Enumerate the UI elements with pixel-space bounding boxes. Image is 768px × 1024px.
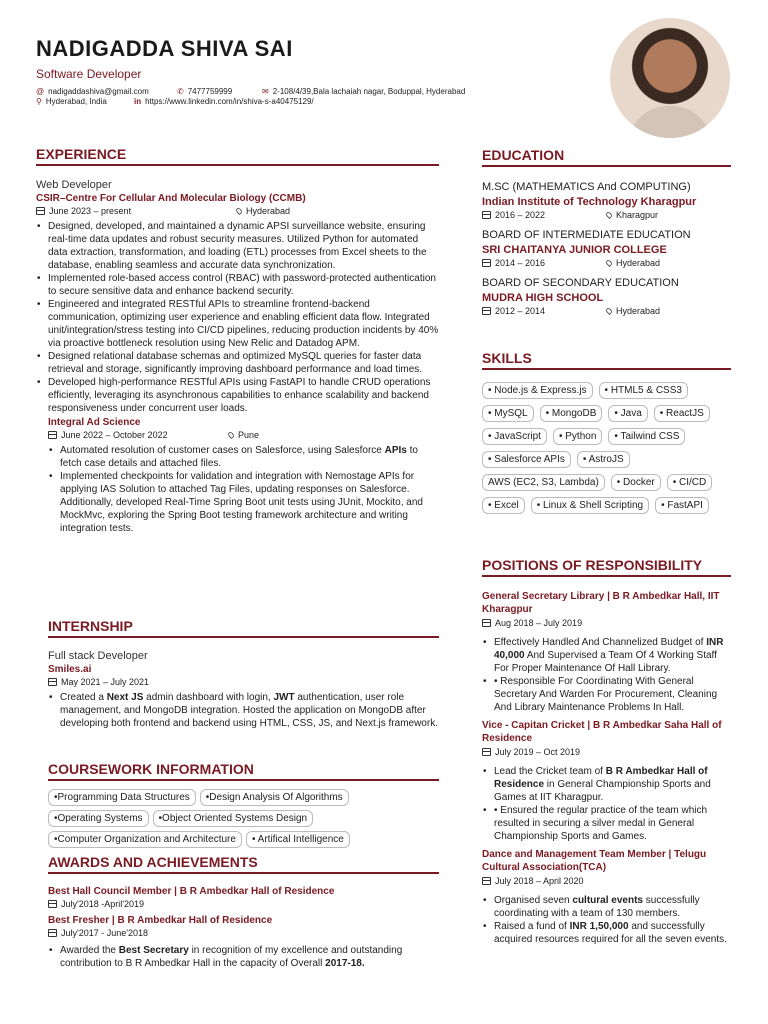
school: Indian Institute of Technology Kharagpur xyxy=(482,196,697,208)
location-pin-icon xyxy=(227,431,235,439)
list-item: • Lead the Cricket team of B R Ambedkar Hall of Residence in General Championship Sports and Games at IIT Kharagpur. xyxy=(482,765,731,804)
job-org: Integral Ad Science xyxy=(48,417,141,428)
skill-tag: • CI/CD xyxy=(667,474,713,491)
list-item: • Designed, developed, and maintained a dynamic APSI surveillance website, ensuring real-time data updates and robust security measures. Utilized Python for automated data extraction, transformation, and loading (ETL) processes from Excel sheets to the database, enabling seamless and accurate data synchronization. xyxy=(36,220,439,272)
skill-tag: • Excel xyxy=(482,497,525,514)
education-section xyxy=(482,147,731,316)
coursework-tags xyxy=(48,789,439,848)
education-item: BOARD OF SECONDARY EDUCATION MUDRA HIGH SCHOOL 2012 – 2014 Hyderabad xyxy=(482,277,731,316)
phone-icon: ✆ xyxy=(177,87,184,96)
position-bullets xyxy=(482,636,731,714)
degree: BOARD OF INTERMEDIATE EDUCATION xyxy=(482,229,691,241)
skill-tag: • Tailwind CSS xyxy=(608,428,685,445)
calendar-icon xyxy=(48,929,57,937)
awards-heading: AWARDS AND ACHIEVEMENTS xyxy=(48,854,439,874)
list-item: • Implemented checkpoints for validation and integration with Nemostage APIs for applying IAS Solution to attached Tag Files, updating responses on Salesforce. Additionally, developed Real-Time Spring Boot unit tests using JUnit, Mockito, and MockMvc, exploring the Spring Boot testing framework architecture and writing integration tests. xyxy=(48,470,439,535)
contact-address: ✉ 2-108/4/39,Bala lachaiah nagar, Boduppal, Hyderabad xyxy=(262,87,466,96)
school: SRI CHAITANYA JUNIOR COLLEGE xyxy=(482,244,667,256)
course-tag: •Computer Organization and Architecture xyxy=(48,831,242,848)
linkedin-icon: in xyxy=(134,97,142,106)
envelope-icon: ✉ xyxy=(262,87,269,96)
job-bullets xyxy=(36,220,439,415)
contact-linkedin[interactable]: in https://www.linkedin.com/in/shiva-s-a40475129/ xyxy=(134,97,314,106)
calendar-icon xyxy=(482,307,491,315)
calendar-icon xyxy=(36,207,45,215)
skill-tag: • MongoDB xyxy=(540,405,603,422)
skill-tag: • Python xyxy=(553,428,602,445)
skill-tag: • Docker xyxy=(611,474,661,491)
coursework-section xyxy=(48,761,439,848)
list-item: • • Ensured the regular practice of the team which resulted in securing a silver medal in General Championship Sports and Games. xyxy=(482,804,731,843)
contact-email[interactable]: @ nadigaddashiva@gmail.com xyxy=(36,87,149,96)
course-tag: •Operating Systems xyxy=(48,810,149,827)
award-bullets xyxy=(48,944,439,970)
skill-tag: • Linux & Shell Scripting xyxy=(531,497,649,514)
skill-tag: • JavaScript xyxy=(482,428,547,445)
experience-section xyxy=(36,146,439,535)
skill-tag: • Java xyxy=(608,405,647,422)
job-meta: June 2022 – October 2022 Pune xyxy=(48,430,439,440)
skills-section xyxy=(482,350,731,514)
skills-tags xyxy=(482,382,731,514)
internship-section xyxy=(48,618,439,730)
experience-heading: EXPERIENCE xyxy=(36,146,439,166)
coursework-heading: COURSEWORK INFORMATION xyxy=(48,761,439,781)
list-item: • Created a Next JS admin dashboard with login, JWT authentication, user role management, and MongoDB integration. Hosted the application on MongoDB after developing both frontend and backend using HTML, CSS, JS, and Next.js framework. xyxy=(48,691,439,730)
calendar-icon xyxy=(482,259,491,267)
calendar-icon xyxy=(482,877,491,885)
at-icon: @ xyxy=(36,87,45,96)
course-tag: •Design Analysis Of Algorithms xyxy=(200,789,349,806)
list-item: • Automated resolution of customer cases on Salesforce, using Salesforce APIs to fetch case details and attached files. xyxy=(48,444,439,470)
calendar-icon xyxy=(482,211,491,219)
skill-tag: • MySQL xyxy=(482,405,534,422)
job-bullets xyxy=(48,444,439,535)
award-meta: July'2017 - June'2018 xyxy=(48,928,439,938)
calendar-icon xyxy=(482,748,491,756)
list-item: • Designed relational database schemas and optimized MySQL queries for faster data retrieval and storage, significantly improving dashboard performance and load times. xyxy=(36,350,439,376)
location-pin-icon: ⚲ xyxy=(36,97,42,106)
calendar-icon xyxy=(482,619,491,627)
position-title: Dance and Management Team Member | Telugu Cultural Association(TCA) xyxy=(482,849,707,873)
calendar-icon xyxy=(48,431,57,439)
list-item: • Effectively Handled And Channelized Budget of INR 40,000 And Supervised a Team Of 4 Working Staff For Proper Maintenance Of Hall Library. xyxy=(482,636,731,675)
location-pin-icon xyxy=(605,259,613,267)
education-item: M.SC (MATHEMATICS And COMPUTING) Indian Institute of Technology Kharagpur 2016 – 2022 Kharagpur xyxy=(482,181,731,220)
job-role: Web Developer xyxy=(36,179,112,191)
list-item: • Raised a fund of INR 1,50,000 and successfully acquired resources required for all the seven events. xyxy=(482,920,731,946)
education-heading: EDUCATION xyxy=(482,147,731,167)
awards-section xyxy=(48,854,439,970)
skill-tag: • ReactJS xyxy=(654,405,710,422)
contact-phone[interactable]: ✆ 7477759999 xyxy=(177,87,233,96)
position-title: General Secretary Library | B R Ambedkar Hall, IIT Kharagpur xyxy=(482,591,720,615)
degree: BOARD OF SECONDARY EDUCATION xyxy=(482,277,679,289)
positions-heading: POSITIONS OF RESPONSIBILITY xyxy=(482,557,731,577)
position-bullets xyxy=(482,765,731,843)
skill-tag: • Node.js & Express.js xyxy=(482,382,593,399)
list-item: • Developed high-performance RESTful APIs using FastAPI to handle CRUD operations efficiently, leveraging its asynchronous capabilities to enhance scalability and backend responsiveness under concurrent user loads. xyxy=(36,376,439,415)
skill-tag: • FastAPI xyxy=(655,497,709,514)
internship-role: Full stack Developer xyxy=(48,650,148,662)
list-item: • • Responsible For Coordinating With General Secretary And Warden For Procurement, Cleaning And Library Maintenance Problems In Hall. xyxy=(482,675,731,714)
internship-meta: May 2021 – July 2021 xyxy=(48,677,439,687)
job-org: CSIR–Centre For Cellular And Molecular Biology (CCMB) xyxy=(36,193,306,204)
calendar-icon xyxy=(48,678,57,686)
location-pin-icon xyxy=(605,307,613,315)
list-item: • Implemented role-based access control (RBAC) with password-protected authentication to secure sensitive data and enhance backend security. xyxy=(36,272,439,298)
location-pin-icon xyxy=(605,211,613,219)
skill-tag: AWS (EC2, S3, Lambda) xyxy=(482,474,605,491)
award-title: Best Hall Council Member | B R Ambedkar Hall of Residence xyxy=(48,886,335,897)
degree: M.SC (MATHEMATICS And COMPUTING) xyxy=(482,181,691,193)
job-title: Software Developer xyxy=(36,67,142,81)
course-tag: •Programming Data Structures xyxy=(48,789,196,806)
calendar-icon xyxy=(48,900,57,908)
course-tag: •Object Oriented Systems Design xyxy=(153,810,314,827)
position-title: Vice - Capitan Cricket | B R Ambedkar Saha Hall of Residence xyxy=(482,720,722,744)
list-item: • Engineered and integrated RESTful APIs to streamline frontend-backend communication, optimizing user experience and enabling efficient data flow. Integrated unit/integration/stress testing into CI/CD pipelines, reducing production incidents by 40% via proactive bottleneck resolution using New Relic and Datadog APM. xyxy=(36,298,439,350)
job-meta: June 2023 – present Hyderabad xyxy=(36,206,439,216)
skill-tag: • Salesforce APIs xyxy=(482,451,571,468)
school: MUDRA HIGH SCHOOL xyxy=(482,292,604,304)
list-item: • Organised seven cultural events successfully coordinating with a team of 130 members. xyxy=(482,894,731,920)
award-meta: July'2018 -April'2019 xyxy=(48,899,439,909)
photo-shirt xyxy=(628,106,712,138)
profile-photo xyxy=(610,18,730,138)
skills-heading: SKILLS xyxy=(482,350,731,370)
contact-location: ⚲ Hyderabad, India xyxy=(36,97,107,106)
internship-bullets xyxy=(48,691,439,730)
course-tag: • Artifical Intelligence xyxy=(246,831,350,848)
location-pin-icon xyxy=(235,207,243,215)
education-item: BOARD OF INTERMEDIATE EDUCATION SRI CHAITANYA JUNIOR COLLEGE 2014 – 2016 Hyderabad xyxy=(482,229,731,268)
skill-tag: • HTML5 & CSS3 xyxy=(599,382,688,399)
internship-heading: INTERNSHIP xyxy=(48,618,439,638)
list-item: • Awarded the Best Secretary in recognition of my excellence and outstanding contribution to B R Ambedkar Hall in the capacity of Overall 2017-18. xyxy=(48,944,439,970)
candidate-name: NADIGADDA SHIVA SAI xyxy=(36,36,293,61)
position-bullets xyxy=(482,894,731,946)
skill-tag: • AstroJS xyxy=(577,451,630,468)
internship-org: Smiles.ai xyxy=(48,664,92,675)
positions-section: POSITIONS OF RESPONSIBILITY General Secretary Library | B R Ambedkar Hall, IIT Kharagpur Aug 2018 – July 2019 • Effectively Handled And Channelized Budget of INR 40,000 And Supervised a Team Of 4 Working Staff For Proper Maintenance Of Hall Library. • • Responsible For Coordinating With General Secretary And Warden For Procurement, Cleaning And Library Maintenance Problems In Hall. Vice - Capitan Cricket | B R Ambedkar Saha Hall of Residence July 2019 – Oct 2019 • Lead the Cricket team of B R Ambedkar Hall of Residence in General Championship Sports and Games at IIT Kharagpur. • • Ensured the regular practice of the team which resulted in securing a silver medal in General Championship Sports and Games. Dance and Management Team Member | Telugu Cultural Association(TCA) July 2018 – April 2020 • Organised seven cultural events successfully coordinating with a team of 130 members. • Raised a fund of INR 1,50,000 and successfully acquired resources required for all the seven events. xyxy=(482,557,731,946)
award-title: Best Fresher | B R Ambedkar Hall of Residence xyxy=(48,915,273,926)
